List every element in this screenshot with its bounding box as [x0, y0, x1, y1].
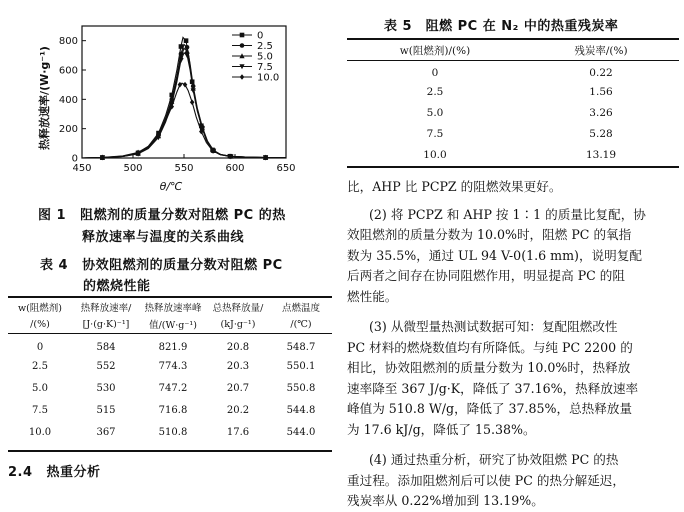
- data-point: [178, 82, 183, 88]
- series-line: [82, 83, 286, 158]
- t4-h2-4: /(℃): [290, 318, 312, 330]
- table4-header-row: [8, 315, 332, 333]
- paragraph-4: [347, 450, 681, 512]
- table-cell: 10.0: [423, 148, 447, 161]
- legend-marker: [240, 74, 245, 80]
- table-row: [8, 399, 332, 421]
- table4-title-line2: 的燃烧性能: [83, 279, 151, 294]
- text-line: 后两者之间存在协同阻燃作用，明显提高 PC 的阻: [347, 268, 625, 283]
- table-cell: 2.5: [426, 85, 444, 98]
- x-tick-label: 600: [225, 163, 245, 174]
- table-cell: 20.2: [226, 404, 250, 416]
- table-cell: 544.0: [286, 426, 316, 438]
- table-cell: 544.8: [286, 404, 316, 416]
- table4: [8, 298, 332, 443]
- t5-h-0: w(阻燃剂)/(%): [399, 44, 471, 57]
- x-tick-label: 650: [276, 163, 296, 174]
- table-cell: 530: [96, 382, 116, 394]
- table-cell: 5.0: [32, 382, 48, 394]
- table-cell: 552: [96, 360, 116, 372]
- t4-h2-3: (kJ·g⁻¹): [220, 318, 256, 330]
- table-cell: 0: [431, 66, 439, 79]
- t4-h1-0: w(阻燃剂): [17, 302, 63, 314]
- t4-h2-1: [J·(g·K)⁻¹]: [82, 318, 130, 330]
- table-cell: 774.3: [158, 360, 188, 372]
- text-line: PC 材料的燃烧数值均有所降低。与纯 PC 2200 的: [347, 339, 633, 355]
- chart-xlabel: θ/℃: [159, 180, 183, 193]
- legend-label: 5.0: [257, 51, 273, 63]
- series-2.5: [82, 45, 286, 160]
- table-row: [347, 144, 679, 165]
- table-row: [8, 355, 332, 377]
- table-cell: 821.9: [158, 341, 188, 353]
- figure1-caption: [38, 204, 328, 245]
- section-heading: [8, 461, 101, 480]
- figure1-caption-line1: 阻燃剂的质量分数对阻燃 PC 的热: [80, 208, 286, 223]
- t4-h1-1: 热释放速率/: [80, 302, 132, 314]
- table4-title-line1: 协效阻燃剂的质量分数对阻燃 PC: [82, 258, 283, 273]
- figure1-label: 图 1: [38, 208, 67, 223]
- table-cell: 548.7: [286, 341, 316, 353]
- series-7.5: [82, 53, 286, 161]
- data-point: [190, 99, 195, 105]
- table-cell: 17.6: [226, 426, 250, 438]
- t4-h1-3: 总热释放量/: [212, 302, 264, 314]
- table-row: [8, 333, 332, 355]
- table-cell: 7.5: [426, 127, 444, 140]
- t4-h1-2: 热释放速率峰: [144, 302, 202, 314]
- table-cell: 10.0: [28, 426, 52, 438]
- table-cell: 0: [36, 341, 44, 353]
- y-tick-label: 200: [58, 124, 78, 136]
- y-tick-label: 800: [58, 36, 78, 48]
- table-row: [347, 81, 679, 102]
- text-line: 速率降至 367 J/g·K，降低了 37.16%，热释放速率: [347, 380, 639, 396]
- t5-h-1: 残炭率/(%): [574, 44, 628, 57]
- hrr-chart: [0, 0, 300, 200]
- x-tick-label: 500: [123, 163, 143, 174]
- x-tick-label: 550: [174, 163, 194, 174]
- table-cell: 7.5: [32, 404, 48, 416]
- series-line: [82, 48, 286, 158]
- t4-h2-2: 值/(W·g⁻¹): [149, 320, 197, 331]
- y-tick-label: 600: [58, 65, 78, 77]
- data-point: [191, 88, 196, 93]
- table-row: [347, 60, 679, 81]
- legend-label: 2.5: [257, 41, 273, 52]
- table-cell: 20.3: [226, 360, 250, 372]
- table-cell: 367: [96, 426, 116, 438]
- series-line: [82, 45, 286, 159]
- text-line: 相比，协效阻燃剂的质量分数为 10.0%时，热释放: [347, 360, 631, 375]
- text-line: (3) 从微型量热测试数据可知：复配阻燃改性: [369, 319, 618, 334]
- text-line: 为 17.6 kJ/g，降低了 15.38%。: [347, 421, 536, 437]
- table-cell: 3.26: [589, 106, 613, 119]
- legend-marker: [240, 43, 245, 48]
- section-number: 2.4: [8, 465, 33, 480]
- table-cell: 5.0: [426, 106, 444, 119]
- text-line: 残炭率从 0.22%增加到 13.19%。: [347, 493, 544, 508]
- table-cell: 5.28: [589, 127, 613, 140]
- table4-label: 表 4: [40, 258, 69, 273]
- series-5.0: [82, 48, 286, 160]
- table4-header-row: [8, 298, 332, 315]
- series-line: [82, 37, 286, 158]
- table-row: [8, 421, 332, 443]
- paragraph-2: [347, 205, 681, 308]
- series-0: [82, 37, 286, 159]
- table4-title: [40, 254, 330, 294]
- table-cell: 510.8: [158, 426, 188, 438]
- legend-label: 0: [257, 30, 264, 42]
- table5-title: 表 5 阻燃 PC 在 N₂ 中的热重残炭率: [384, 19, 619, 34]
- text-line: 燃性能。: [347, 288, 398, 304]
- table5-header-row: [347, 40, 679, 60]
- table-row: [8, 377, 332, 399]
- y-tick-label: 0: [71, 153, 78, 165]
- table5: [347, 40, 679, 165]
- text-line: 效阻燃剂的质量分数为 10.0%时，阻燃 PC 的氧指: [347, 227, 632, 242]
- t4-h1-4: 点燃温度: [281, 302, 320, 314]
- table-cell: 1.56: [589, 85, 613, 98]
- table-cell: 20.8: [226, 341, 250, 353]
- t4-h2-0: /(%): [30, 318, 50, 330]
- text-line: (2) 将 PCPZ 和 AHP 按 1∶1 的质量比复配，协: [369, 206, 646, 222]
- text-line: 重过程。添加阻燃剂后可以使 PC 的热分解延迟，: [347, 472, 625, 488]
- legend-label: 10.0: [257, 72, 280, 84]
- table-cell: 20.7: [226, 382, 250, 394]
- legend-marker: [240, 33, 245, 38]
- table-cell: 584: [96, 341, 116, 353]
- table-cell: 515: [96, 404, 116, 416]
- y-tick-label: 400: [58, 94, 78, 106]
- table-cell: 2.5: [32, 360, 48, 372]
- table-cell: 0.22: [589, 66, 613, 79]
- section-title: 热重分析: [46, 465, 101, 480]
- table5-bottom-rule: [347, 166, 679, 168]
- paragraph-3: [347, 317, 681, 440]
- series-10.0: [82, 82, 286, 160]
- body-text: [347, 177, 681, 512]
- text-line: 比，AHP 比 PCPZ 的阻燃效果更好。: [347, 179, 562, 194]
- table-cell: 550.1: [286, 360, 316, 372]
- figure1-caption-line2: 释放速率与温度的关系曲线: [82, 230, 245, 245]
- x-tick-label: 450: [72, 163, 92, 174]
- table4-bottom-rule: [8, 450, 332, 452]
- table-cell: 747.2: [158, 382, 188, 394]
- text-line: 峰值为 510.8 W/g，降低了 37.85%，总热释放量: [347, 401, 633, 416]
- series-line: [82, 53, 286, 158]
- chart-ylabel: 热释放速率/(W·g⁻¹): [38, 46, 51, 150]
- table-row: [347, 123, 679, 144]
- text-line: (4) 通过热重分析，研究了协效阻燃 PC 的热: [369, 452, 619, 467]
- legend-label: 7.5: [257, 62, 273, 73]
- table-row: [347, 102, 679, 123]
- table-cell: 13.19: [585, 148, 617, 161]
- table-cell: 716.8: [158, 404, 188, 416]
- text-line: 数为 35.5%，通过 UL 94 V-0(1.6 mm)，说明复配: [347, 247, 642, 263]
- data-point: [184, 38, 189, 43]
- table-cell: 550.8: [286, 382, 316, 394]
